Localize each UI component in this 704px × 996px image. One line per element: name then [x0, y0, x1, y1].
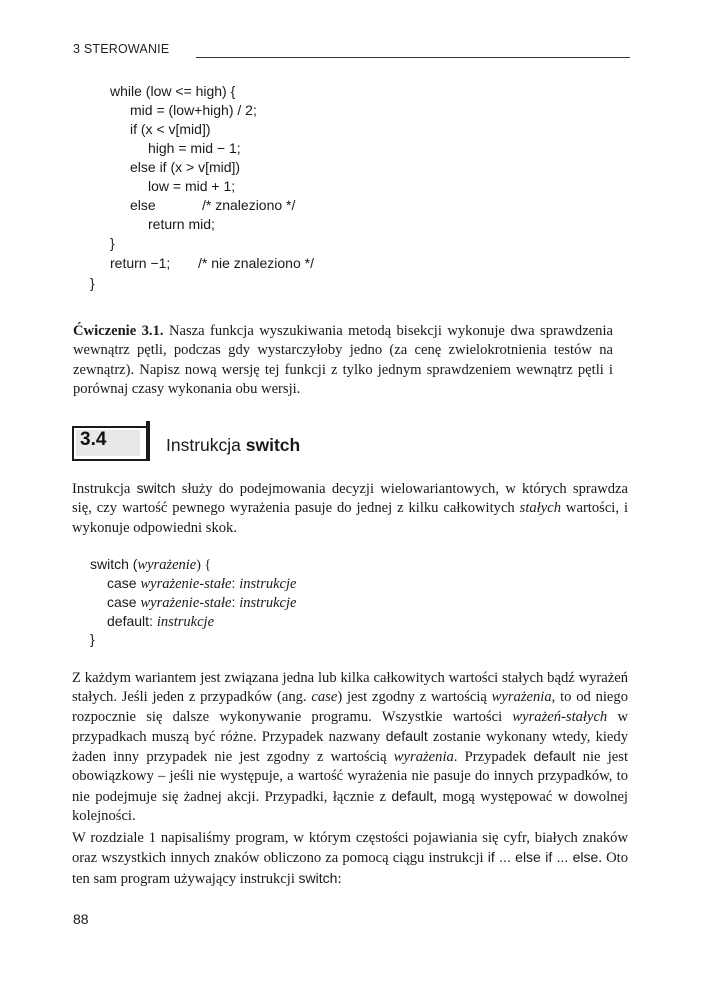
- syntax-line: [107, 574, 296, 593]
- section-number: 3.4: [80, 429, 107, 450]
- keyword-default: default: [391, 787, 434, 804]
- syntax-placeholder: instrukcje: [239, 595, 297, 611]
- text-run: . Oto ten sam program używający instrukcji: [72, 850, 629, 887]
- syntax-keyword: case: [107, 594, 141, 610]
- text-run: , to od niego rozpocznie się dalsze wykonywanie programu. Wszystkie wartości: [72, 689, 628, 725]
- text-run: służy do podejmowania decyzji wielowariantowych, w których sprawdza się, czy wartość pewnego wyrażenia pasuje do jednej z kilku całkowitych: [72, 481, 628, 517]
- code-line: high = mid − 1;: [148, 140, 241, 156]
- emphasis: stałych: [519, 500, 561, 517]
- code-comment: /* nie znaleziono */: [198, 255, 314, 271]
- keyword-default: default: [385, 727, 428, 744]
- section-title: [166, 435, 300, 456]
- code-line: mid = (low+high) / 2;: [130, 102, 257, 118]
- text-run: W rozdziale 1 napisaliśmy program, w którym częstości pojawiania się cyfr, białych znaków oraz wszystkich innych znaków obliczono za pomocą ciągu instrukcji: [72, 830, 628, 867]
- code-line: }: [90, 275, 95, 291]
- program-intro-paragraph: [72, 829, 628, 889]
- text-run: Instrukcja: [72, 481, 137, 497]
- syntax-punct: ) {: [196, 558, 212, 573]
- syntax-placeholder: instrukcje: [239, 576, 297, 592]
- syntax-placeholder: instrukcje: [156, 614, 215, 630]
- section-bar: [146, 421, 150, 461]
- code-line: else: [130, 197, 156, 213]
- keyword-switch: switch: [298, 869, 338, 886]
- emphasis: wyrażenia: [393, 749, 454, 766]
- syntax-keyword: case: [107, 575, 141, 591]
- header-rule: [196, 57, 630, 58]
- code-comment: /* znaleziono */: [202, 197, 296, 213]
- text-run: . Przypadek: [453, 749, 534, 766]
- syntax-keyword: switch (: [90, 556, 138, 572]
- section-number-box: [72, 426, 150, 461]
- text-run: nie jest obowiązkowy – jeśli nie występuje, a wartość wyrażenia nie pasuje do innych przypadków, to nie podejmuje się żadnej akcji. Przypadki, łącznie z: [72, 749, 628, 805]
- text-run: ) jest zgodny z wartością: [337, 689, 492, 706]
- keyword-if-else: if ... else if ... else: [487, 849, 599, 866]
- emphasis: wyrażeń-stałych: [512, 708, 608, 725]
- syntax-placeholder: wyrażenie-stałe: [140, 576, 232, 592]
- exercise-label: Ćwiczenie 3.1.: [73, 323, 164, 339]
- text-run: zostanie wykonany wtedy, kiedy żaden inny przypadek nie jest zgodny z wartością: [72, 728, 629, 766]
- running-head: 3 STEROWANIE: [73, 42, 170, 56]
- keyword-switch: switch: [136, 480, 176, 496]
- syntax-line: [90, 555, 211, 575]
- code-line: if (x < v[mid]): [130, 121, 211, 137]
- text-run: wartości, i wykonuje odpowiedni skok.: [72, 500, 628, 536]
- section-title-keyword: switch: [245, 435, 301, 455]
- emphasis: case: [311, 689, 338, 706]
- syntax-punct: :: [231, 575, 240, 591]
- syntax-line: [107, 612, 214, 631]
- text-run: Z każdym wariantem jest związana jedna lub kilka całkowitych wartości stałych bądź wyrażeń stałych. Jeśli jeden z przypadków (ang.: [72, 670, 628, 706]
- section-title-prefix: Instrukcja: [166, 435, 246, 455]
- text-run: w przypadkach muszą być różne. Przypadek nazwany: [72, 708, 628, 745]
- text-run: , mogą występować w dowolnej kolejności.: [72, 788, 628, 825]
- code-line: }: [110, 235, 115, 251]
- syntax-punct: :: [231, 594, 240, 610]
- syntax-line: [107, 593, 296, 612]
- cases-paragraph: [72, 669, 628, 826]
- syntax-placeholder: wyrażenie: [137, 557, 197, 573]
- syntax-placeholder: wyrażenie-stałe: [140, 595, 232, 611]
- keyword-default: default: [533, 748, 576, 765]
- intro-paragraph: [72, 479, 628, 538]
- code-line: return mid;: [148, 216, 215, 232]
- exercise-text: Nasza funkcja wyszukiwania metodą bisekcji wykonuje dwa sprawdzenia wewnątrz pętli, podczas gdy wystarczyłoby jedno (za cenę zwielokrotnienia testów na zewnątrz). Napisz nową wersję tej funkcji z tylko jednym sprawdzeniem wewnątrz pętli i porównaj czasy wykonania obu wersji.: [73, 323, 613, 397]
- code-line: low = mid + 1;: [148, 178, 236, 194]
- code-line: return −1;: [110, 255, 171, 271]
- text-run: :: [337, 870, 342, 887]
- syntax-keyword: default:: [107, 613, 157, 629]
- syntax-line: }: [90, 631, 95, 647]
- code-line: else if (x > v[mid]): [130, 159, 241, 175]
- emphasis: wyrażenia: [491, 689, 552, 706]
- page-number: 88: [73, 911, 89, 927]
- code-line: while (low <= high) {: [110, 83, 236, 99]
- exercise-paragraph: [73, 322, 613, 399]
